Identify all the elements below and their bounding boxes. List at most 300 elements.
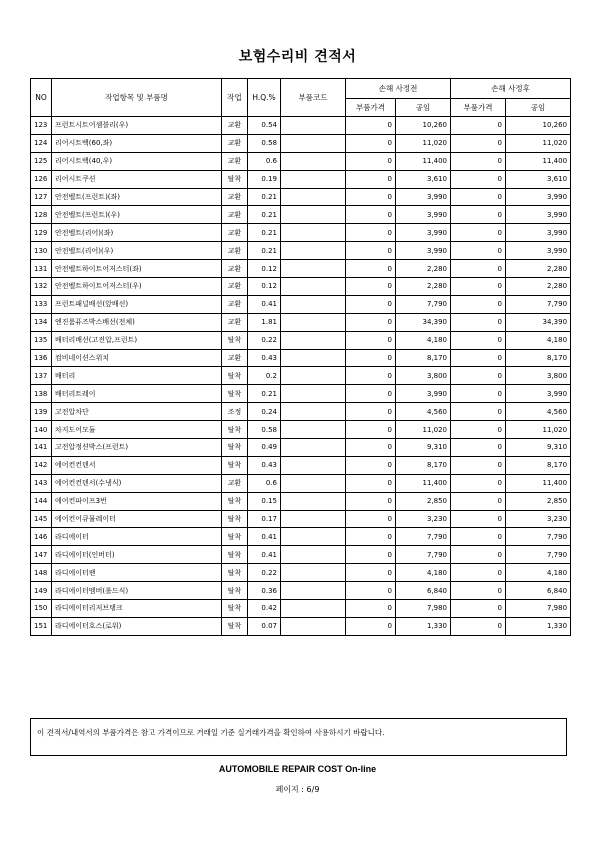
row-after-labor: 3,990 [506, 242, 571, 260]
header-after-part-price: 부품가격 [451, 99, 506, 117]
row-part-code [281, 564, 346, 582]
row-part-code [281, 134, 346, 152]
row-hq: 0.21 [248, 206, 281, 224]
row-work: 탈착 [222, 617, 248, 635]
row-before-part-price: 0 [346, 367, 396, 385]
row-item-name: 라디에이터호스(로워) [52, 617, 222, 635]
table-row [31, 242, 571, 260]
row-item-name: 리어시트백(60,좌) [52, 134, 222, 152]
estimate-rows [31, 117, 571, 636]
row-before-part-price: 0 [346, 474, 396, 492]
row-work: 교환 [222, 295, 248, 313]
row-item-name: 에어컨어큐뮬레이터 [52, 510, 222, 528]
header-after-labor: 공임 [506, 99, 571, 117]
row-after-part-price: 0 [451, 367, 506, 385]
row-before-labor: 3,990 [396, 224, 451, 242]
row-before-labor: 4,180 [396, 564, 451, 582]
row-no: 138 [31, 385, 52, 403]
table-row [31, 564, 571, 582]
row-work: 탈착 [222, 421, 248, 439]
row-after-labor: 4,180 [506, 564, 571, 582]
row-item-name: 라디에이터멤버(롤드식) [52, 582, 222, 600]
row-hq: 0.21 [248, 224, 281, 242]
row-before-part-price: 0 [346, 224, 396, 242]
row-hq: 0.21 [248, 188, 281, 206]
row-no: 129 [31, 224, 52, 242]
row-work: 탈착 [222, 528, 248, 546]
row-part-code [281, 331, 346, 349]
row-work: 탈착 [222, 546, 248, 564]
row-after-part-price: 0 [451, 546, 506, 564]
table-row [31, 152, 571, 170]
row-before-part-price: 0 [346, 546, 396, 564]
row-after-labor: 2,280 [506, 260, 571, 278]
row-before-labor: 2,280 [396, 278, 451, 296]
row-work: 교환 [222, 134, 248, 152]
row-part-code [281, 188, 346, 206]
row-after-part-price: 0 [451, 313, 506, 331]
row-part-code [281, 206, 346, 224]
row-after-labor: 34,390 [506, 313, 571, 331]
row-no: 145 [31, 510, 52, 528]
row-hq: 0.2 [248, 367, 281, 385]
table-row [31, 295, 571, 313]
row-hq: 0.41 [248, 528, 281, 546]
row-item-name: 배터리 [52, 367, 222, 385]
row-part-code [281, 385, 346, 403]
row-work: 교환 [222, 117, 248, 135]
row-after-labor: 7,790 [506, 528, 571, 546]
row-after-labor: 10,260 [506, 117, 571, 135]
row-part-code [281, 456, 346, 474]
row-after-part-price: 0 [451, 152, 506, 170]
row-part-code [281, 439, 346, 457]
row-before-part-price: 0 [346, 170, 396, 188]
row-item-name: 라디에이터팬 [52, 564, 222, 582]
table-row [31, 600, 571, 618]
row-hq: 0.58 [248, 421, 281, 439]
row-before-labor: 11,400 [396, 152, 451, 170]
row-before-labor: 9,310 [396, 439, 451, 457]
row-part-code [281, 403, 346, 421]
row-after-part-price: 0 [451, 492, 506, 510]
row-after-part-price: 0 [451, 349, 506, 367]
table-row [31, 134, 571, 152]
row-part-code [281, 170, 346, 188]
row-item-name: 고전압정션박스(프런트) [52, 439, 222, 457]
row-no: 133 [31, 295, 52, 313]
row-after-part-price: 0 [451, 224, 506, 242]
row-after-labor: 6,840 [506, 582, 571, 600]
row-before-part-price: 0 [346, 134, 396, 152]
row-before-labor: 34,390 [396, 313, 451, 331]
row-item-name: 에어컨파이프3번 [52, 492, 222, 510]
row-after-part-price: 0 [451, 260, 506, 278]
row-after-labor: 11,400 [506, 474, 571, 492]
table-row [31, 528, 571, 546]
row-after-part-price: 0 [451, 385, 506, 403]
row-no: 140 [31, 421, 52, 439]
row-item-name: 컴비네이션스위치 [52, 349, 222, 367]
row-after-part-price: 0 [451, 170, 506, 188]
row-no: 123 [31, 117, 52, 135]
row-after-part-price: 0 [451, 528, 506, 546]
table-row [31, 188, 571, 206]
row-after-labor: 11,020 [506, 134, 571, 152]
row-part-code [281, 617, 346, 635]
row-before-labor: 3,990 [396, 188, 451, 206]
table-row [31, 313, 571, 331]
row-before-part-price: 0 [346, 403, 396, 421]
row-no: 151 [31, 617, 52, 635]
page-number: 페이지 : 6/9 [275, 785, 320, 794]
row-hq: 0.17 [248, 510, 281, 528]
row-hq: 0.07 [248, 617, 281, 635]
row-after-labor: 11,400 [506, 152, 571, 170]
row-item-name: 고전압차단 [52, 403, 222, 421]
row-item-name: 에어컨컨덴서(수냉식) [52, 474, 222, 492]
row-item-name: 엔진룸퓨즈박스배선(전체) [52, 313, 222, 331]
row-after-labor: 2,280 [506, 278, 571, 296]
row-hq: 0.21 [248, 242, 281, 260]
row-no: 147 [31, 546, 52, 564]
row-before-labor: 7,790 [396, 546, 451, 564]
row-no: 137 [31, 367, 52, 385]
header-work: 작업 [222, 79, 248, 117]
table-row [31, 510, 571, 528]
table-row [31, 456, 571, 474]
row-after-part-price: 0 [451, 456, 506, 474]
row-no: 128 [31, 206, 52, 224]
row-before-part-price: 0 [346, 510, 396, 528]
row-before-labor: 11,020 [396, 134, 451, 152]
row-after-part-price: 0 [451, 617, 506, 635]
row-after-part-price: 0 [451, 600, 506, 618]
row-before-labor: 11,400 [396, 474, 451, 492]
table-row [31, 170, 571, 188]
row-after-part-price: 0 [451, 206, 506, 224]
table-row [31, 331, 571, 349]
row-before-part-price: 0 [346, 456, 396, 474]
table-row [31, 617, 571, 635]
footer-brand: AUTOMOBILE REPAIR COST On-line [218, 764, 377, 774]
table-row [31, 474, 571, 492]
row-after-part-price: 0 [451, 188, 506, 206]
row-item-name: 배터리트레이 [52, 385, 222, 403]
header-hq: H.Q.% [248, 79, 281, 117]
row-item-name: 안전벨트하이트어저스터(좌) [52, 260, 222, 278]
row-no: 143 [31, 474, 52, 492]
row-after-labor: 11,020 [506, 421, 571, 439]
row-before-labor: 11,020 [396, 421, 451, 439]
row-before-part-price: 0 [346, 528, 396, 546]
row-before-part-price: 0 [346, 188, 396, 206]
row-after-part-price: 0 [451, 134, 506, 152]
table-row [31, 349, 571, 367]
row-before-part-price: 0 [346, 564, 396, 582]
header-part-code: 부품코드 [281, 79, 346, 117]
row-before-labor: 8,170 [396, 349, 451, 367]
row-item-name: 안전벨트(프런트)(우) [52, 206, 222, 224]
row-no: 126 [31, 170, 52, 188]
row-work: 교환 [222, 313, 248, 331]
row-after-part-price: 0 [451, 474, 506, 492]
table-row [31, 117, 571, 135]
row-work: 탈착 [222, 564, 248, 582]
row-after-labor: 7,790 [506, 546, 571, 564]
row-after-labor: 2,850 [506, 492, 571, 510]
row-work: 탈착 [222, 582, 248, 600]
row-before-part-price: 0 [346, 617, 396, 635]
row-before-part-price: 0 [346, 421, 396, 439]
row-before-part-price: 0 [346, 117, 396, 135]
row-hq: 0.6 [248, 152, 281, 170]
row-before-labor: 3,230 [396, 510, 451, 528]
row-part-code [281, 313, 346, 331]
row-after-labor: 3,800 [506, 367, 571, 385]
row-hq: 0.41 [248, 546, 281, 564]
row-hq: 0.21 [248, 385, 281, 403]
row-no: 127 [31, 188, 52, 206]
row-hq: 0.41 [248, 295, 281, 313]
row-before-labor: 4,560 [396, 403, 451, 421]
row-part-code [281, 117, 346, 135]
row-before-labor: 2,280 [396, 260, 451, 278]
row-hq: 0.49 [248, 439, 281, 457]
row-no: 142 [31, 456, 52, 474]
row-after-labor: 1,330 [506, 617, 571, 635]
row-after-part-price: 0 [451, 242, 506, 260]
row-before-part-price: 0 [346, 313, 396, 331]
row-item-name: 라디에이터리저브탱크 [52, 600, 222, 618]
row-work: 교환 [222, 242, 248, 260]
row-after-labor: 7,790 [506, 295, 571, 313]
row-work: 교환 [222, 349, 248, 367]
row-work: 탈착 [222, 456, 248, 474]
row-part-code [281, 260, 346, 278]
row-no: 130 [31, 242, 52, 260]
row-work: 교환 [222, 188, 248, 206]
row-before-labor: 2,850 [396, 492, 451, 510]
table-row [31, 421, 571, 439]
row-after-labor: 3,610 [506, 170, 571, 188]
row-no: 124 [31, 134, 52, 152]
row-no: 148 [31, 564, 52, 582]
row-before-part-price: 0 [346, 582, 396, 600]
row-hq: 0.43 [248, 349, 281, 367]
row-after-part-price: 0 [451, 117, 506, 135]
notice-text: 이 견적서/내역서의 부품가격은 참고 가격이므로 거래일 기준 실거래가격을 확인하여 사용하시기 바랍니다. [37, 728, 385, 737]
row-work: 탈착 [222, 367, 248, 385]
table-row [31, 224, 571, 242]
row-after-labor: 4,180 [506, 331, 571, 349]
notice-box [30, 718, 567, 756]
row-part-code [281, 152, 346, 170]
row-item-name: 배터리배선(고전압,프런트) [52, 331, 222, 349]
row-hq: 1.81 [248, 313, 281, 331]
row-no: 149 [31, 582, 52, 600]
row-after-labor: 4,560 [506, 403, 571, 421]
row-before-labor: 1,330 [396, 617, 451, 635]
row-no: 146 [31, 528, 52, 546]
row-item-name: 안전벨트(프런트)(좌) [52, 188, 222, 206]
row-part-code [281, 278, 346, 296]
row-after-labor: 3,230 [506, 510, 571, 528]
row-part-code [281, 421, 346, 439]
row-before-part-price: 0 [346, 260, 396, 278]
row-before-labor: 7,980 [396, 600, 451, 618]
row-after-part-price: 0 [451, 510, 506, 528]
row-before-labor: 3,990 [396, 385, 451, 403]
row-before-part-price: 0 [346, 278, 396, 296]
row-after-labor: 9,310 [506, 439, 571, 457]
row-hq: 0.6 [248, 474, 281, 492]
row-work: 교환 [222, 224, 248, 242]
row-part-code [281, 546, 346, 564]
header-after-assessment: 손해 사정후 [451, 79, 571, 99]
row-after-part-price: 0 [451, 278, 506, 296]
row-item-name: 라디에이터(인버터) [52, 546, 222, 564]
row-item-name: 에어컨컨덴서 [52, 456, 222, 474]
header-before-assessment: 손해 사정전 [346, 79, 451, 99]
row-hq: 0.54 [248, 117, 281, 135]
table-row [31, 546, 571, 564]
row-no: 134 [31, 313, 52, 331]
row-after-labor: 3,990 [506, 188, 571, 206]
header-before-labor: 공임 [396, 99, 451, 117]
row-item-name: 리어시트백(40,우) [52, 152, 222, 170]
row-after-labor: 3,990 [506, 206, 571, 224]
row-item-name: 차지도어모듈 [52, 421, 222, 439]
row-part-code [281, 600, 346, 618]
row-item-name: 프런트시트어셈블리(우) [52, 117, 222, 135]
row-hq: 0.24 [248, 403, 281, 421]
row-work: 탈착 [222, 600, 248, 618]
row-part-code [281, 242, 346, 260]
row-before-part-price: 0 [346, 439, 396, 457]
row-before-part-price: 0 [346, 492, 396, 510]
row-work: 교환 [222, 260, 248, 278]
row-before-part-price: 0 [346, 152, 396, 170]
row-before-part-price: 0 [346, 600, 396, 618]
row-hq: 0.36 [248, 582, 281, 600]
row-no: 144 [31, 492, 52, 510]
table-row [31, 492, 571, 510]
header-no: NO [31, 79, 52, 117]
row-after-labor: 3,990 [506, 224, 571, 242]
row-work: 탈착 [222, 170, 248, 188]
table-row [31, 260, 571, 278]
row-before-labor: 4,180 [396, 331, 451, 349]
row-before-labor: 3,610 [396, 170, 451, 188]
row-hq: 0.58 [248, 134, 281, 152]
row-hq: 0.22 [248, 331, 281, 349]
row-no: 131 [31, 260, 52, 278]
row-after-part-price: 0 [451, 331, 506, 349]
row-after-part-price: 0 [451, 439, 506, 457]
row-no: 132 [31, 278, 52, 296]
row-part-code [281, 224, 346, 242]
table-row [31, 439, 571, 457]
row-no: 139 [31, 403, 52, 421]
row-before-part-price: 0 [346, 331, 396, 349]
row-part-code [281, 474, 346, 492]
row-no: 135 [31, 331, 52, 349]
row-after-part-price: 0 [451, 564, 506, 582]
document-title: 보험수리비 견적서 [238, 49, 357, 65]
row-after-labor: 8,170 [506, 349, 571, 367]
row-before-labor: 3,990 [396, 206, 451, 224]
row-part-code [281, 582, 346, 600]
row-part-code [281, 367, 346, 385]
row-before-part-price: 0 [346, 385, 396, 403]
row-work: 교환 [222, 278, 248, 296]
row-part-code [281, 492, 346, 510]
table-row [31, 206, 571, 224]
row-work: 탈착 [222, 331, 248, 349]
row-work: 교환 [222, 206, 248, 224]
row-hq: 0.12 [248, 278, 281, 296]
row-after-part-price: 0 [451, 582, 506, 600]
row-item-name: 프런트패널배선(앞배선) [52, 295, 222, 313]
row-work: 탈착 [222, 510, 248, 528]
row-work: 탈착 [222, 439, 248, 457]
header-item-name: 작업항목 및 부품명 [52, 79, 222, 117]
row-hq: 0.12 [248, 260, 281, 278]
row-before-part-price: 0 [346, 295, 396, 313]
row-hq: 0.15 [248, 492, 281, 510]
row-before-labor: 8,170 [396, 456, 451, 474]
row-item-name: 리어시트쿠션 [52, 170, 222, 188]
row-work: 탈착 [222, 385, 248, 403]
row-hq: 0.43 [248, 456, 281, 474]
row-after-labor: 7,980 [506, 600, 571, 618]
row-before-labor: 10,260 [396, 117, 451, 135]
row-part-code [281, 295, 346, 313]
table-row [31, 582, 571, 600]
row-hq: 0.42 [248, 600, 281, 618]
row-after-part-price: 0 [451, 403, 506, 421]
row-work: 조정 [222, 403, 248, 421]
row-before-labor: 6,840 [396, 582, 451, 600]
row-item-name: 안전벨트(리어)(좌) [52, 224, 222, 242]
table-row [31, 385, 571, 403]
row-before-part-price: 0 [346, 206, 396, 224]
row-before-labor: 7,790 [396, 295, 451, 313]
row-item-name: 안전벨트하이트어저스터(우) [52, 278, 222, 296]
row-work: 교환 [222, 152, 248, 170]
header-before-part-price: 부품가격 [346, 99, 396, 117]
row-before-part-price: 0 [346, 349, 396, 367]
row-hq: 0.19 [248, 170, 281, 188]
estimate-table [30, 78, 571, 636]
row-after-part-price: 0 [451, 295, 506, 313]
row-item-name: 안전벨트(리어)(우) [52, 242, 222, 260]
table-row [31, 367, 571, 385]
row-after-labor: 3,990 [506, 385, 571, 403]
row-work: 교환 [222, 474, 248, 492]
row-before-labor: 7,790 [396, 528, 451, 546]
row-part-code [281, 528, 346, 546]
row-before-labor: 3,800 [396, 367, 451, 385]
row-no: 136 [31, 349, 52, 367]
row-part-code [281, 349, 346, 367]
row-no: 150 [31, 600, 52, 618]
row-after-part-price: 0 [451, 421, 506, 439]
table-row [31, 403, 571, 421]
row-item-name: 라디에이터 [52, 528, 222, 546]
table-row [31, 278, 571, 296]
